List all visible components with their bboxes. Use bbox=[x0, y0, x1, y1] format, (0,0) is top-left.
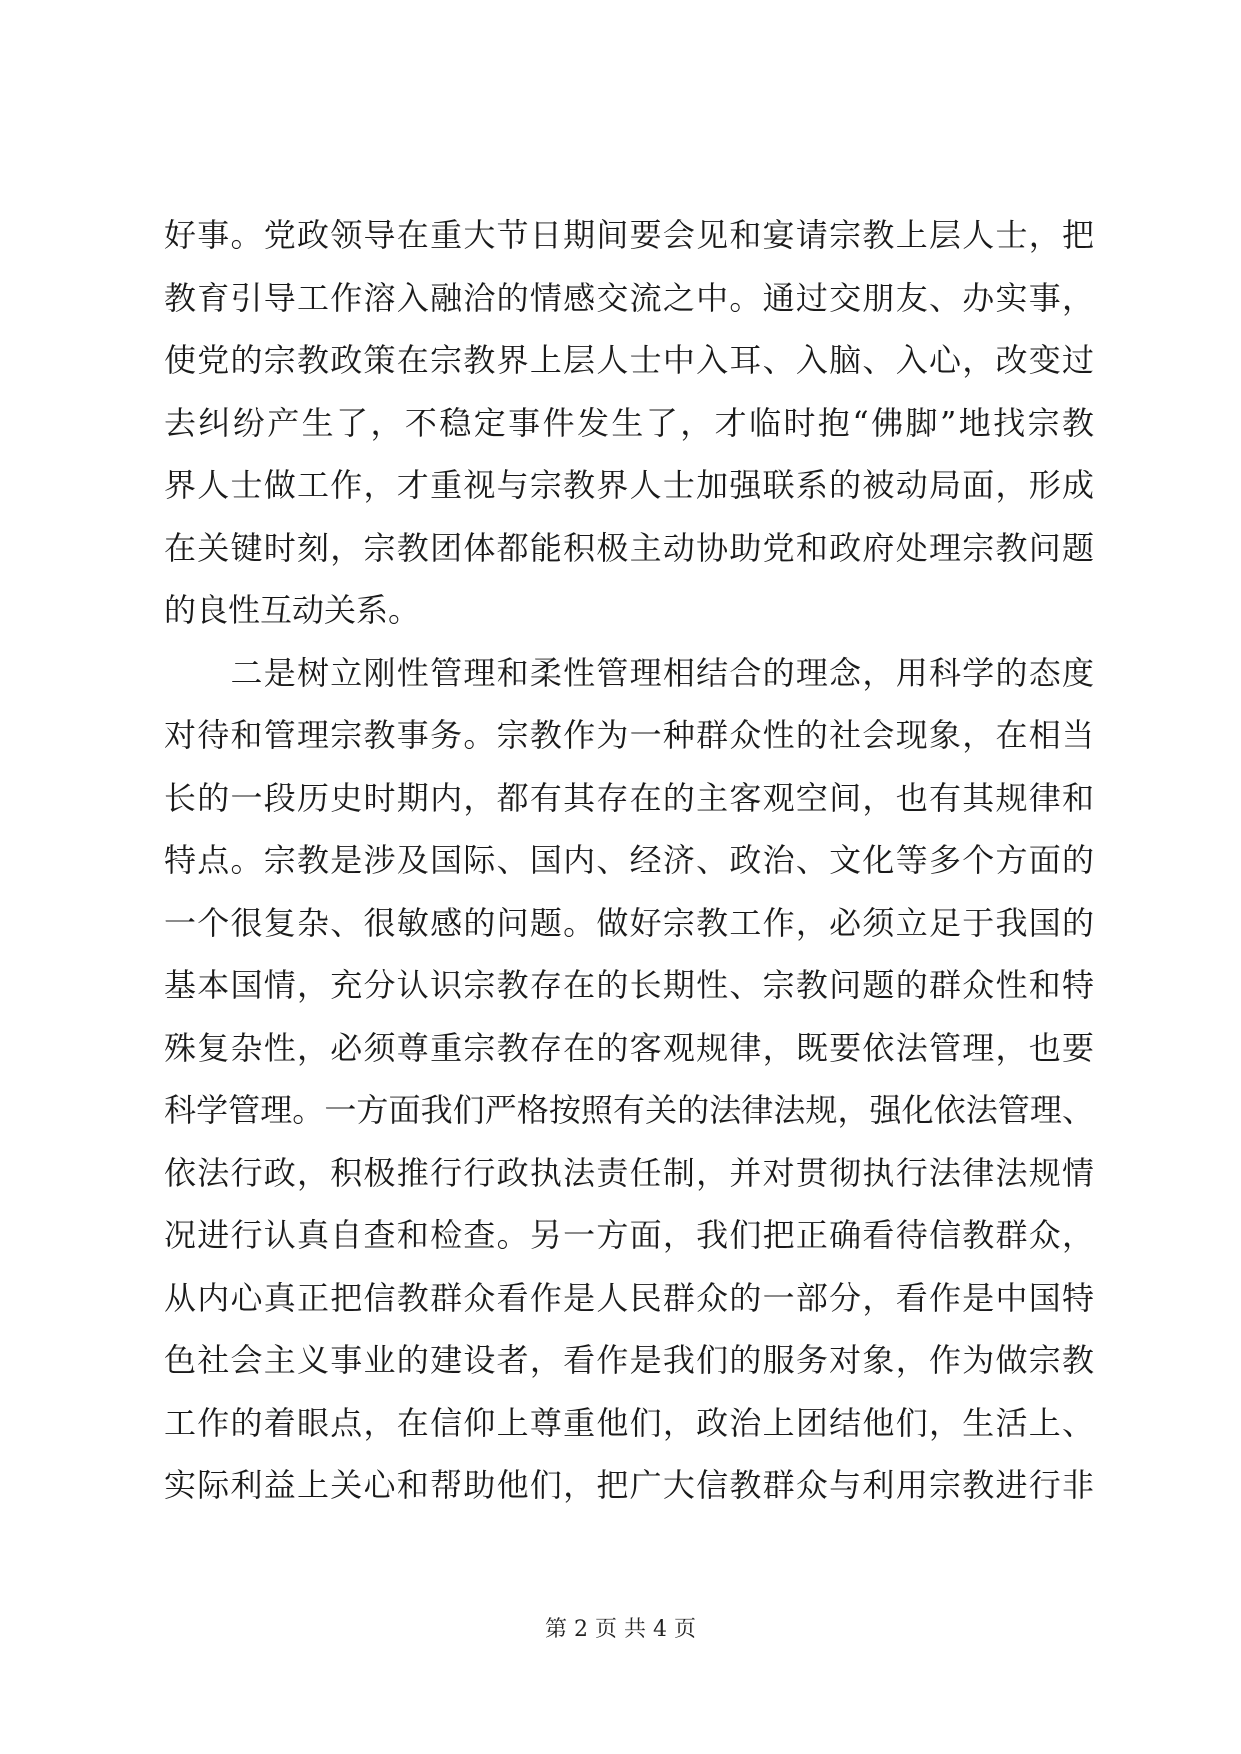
text-line: 基本国情，充分认识宗教存在的长期性、宗教问题的群众性和特 bbox=[164, 966, 1094, 1004]
text-line: 去纠纷产生了，不稳定事件发生了，才临时抱“佛脚”地找宗教 bbox=[164, 403, 1094, 442]
text-line: 在关键时刻，宗教团体都能积极主动协助党和政府处理宗教问题 bbox=[164, 528, 1094, 567]
text-line: 的良性互动关系。 bbox=[164, 591, 421, 629]
text-line: 界人士做工作，才重视与宗教界人士加强联系的被动局面，形成 bbox=[164, 466, 1094, 504]
text-line: 况进行认真自查和检查。另一方面，我们把正确看待信教群众， bbox=[164, 1216, 1094, 1254]
text-line: 一个很复杂、很敏感的问题。做好宗教工作，必须立足于我国的 bbox=[164, 903, 1094, 942]
page-number-footer: 第 2 页 共 4 页 bbox=[545, 1617, 696, 1642]
text-line: 科学管理。一方面我们严格按照有关的法律法规，强化依法管理、 bbox=[164, 1091, 1094, 1129]
text-line: 好事。党政领导在重大节日期间要会见和宴请宗教上层人士，把 bbox=[164, 216, 1094, 254]
text-line: 从内心真正把信教群众看作是人民群众的一部分，看作是中国特 bbox=[164, 1278, 1094, 1317]
text-line: 实际利益上关心和帮助他们，把广大信教群众与利用宗教进行非 bbox=[164, 1466, 1094, 1504]
text-line: 色社会主义事业的建设者，看作是我们的服务对象，作为做宗教 bbox=[164, 1341, 1094, 1379]
text-line: 特点。宗教是涉及国际、国内、经济、政治、文化等多个方面的 bbox=[164, 841, 1094, 879]
text-line: 长的一段历史时期内，都有其存在的主客观空间，也有其规律和 bbox=[164, 778, 1094, 817]
text-line: 工作的着眼点，在信仰上尊重他们，政治上团结他们，生活上、 bbox=[164, 1403, 1094, 1442]
text-line: 二是树立刚性管理和柔性管理相结合的理念，用科学的态度 bbox=[164, 653, 1094, 692]
text-line: 依法行政，积极推行行政执法责任制，并对贯彻执行法律法规情 bbox=[164, 1153, 1094, 1192]
text-line: 殊复杂性，必须尊重宗教存在的客观规律，既要依法管理，也要 bbox=[164, 1028, 1094, 1067]
text-line: 使党的宗教政策在宗教界上层人士中入耳、入脑、入心，改变过 bbox=[164, 341, 1094, 379]
text-line: 对待和管理宗教事务。宗教作为一种群众性的社会现象，在相当 bbox=[164, 716, 1094, 754]
text-line: 教育引导工作溶入融洽的情感交流之中。通过交朋友、办实事， bbox=[164, 278, 1094, 317]
body-text bbox=[164, 204, 1094, 1517]
